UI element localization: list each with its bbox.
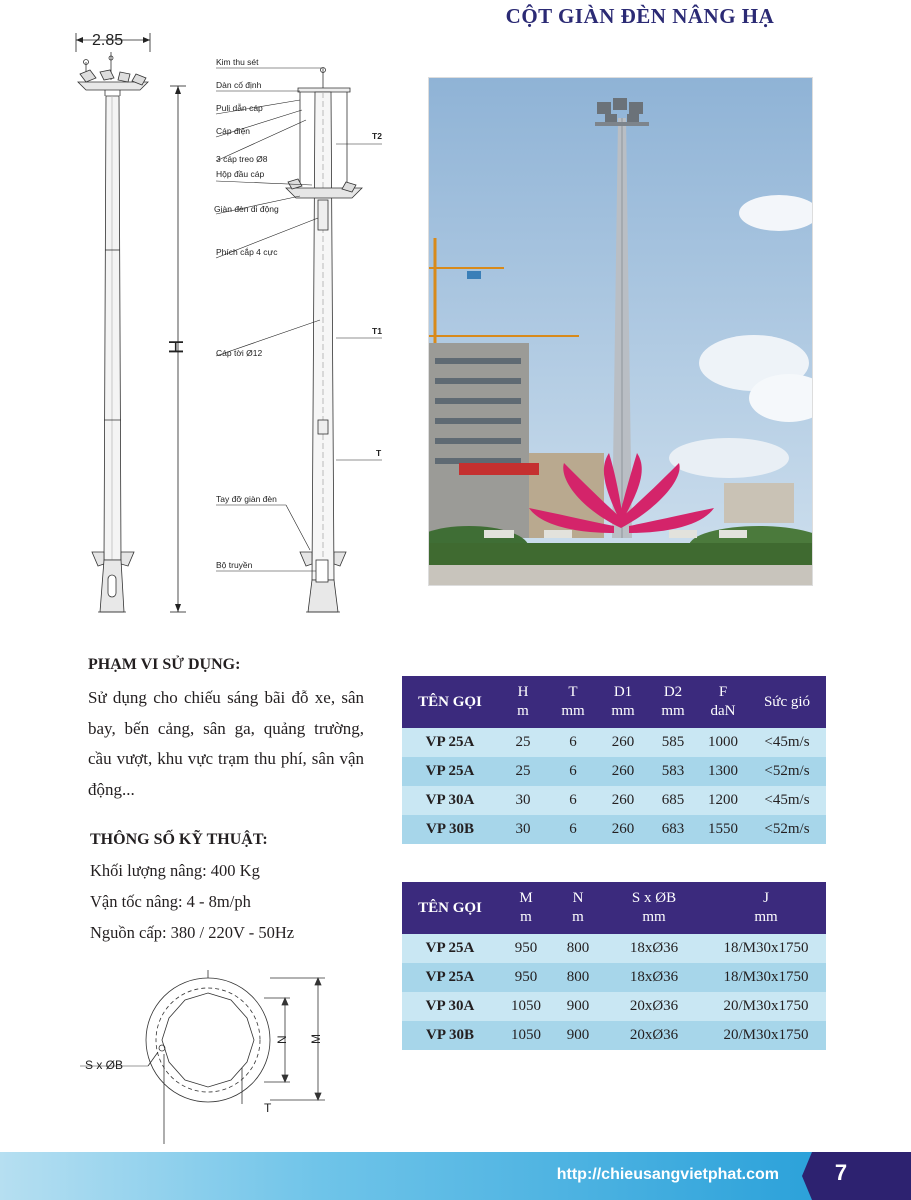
table-header-cell: F daN <box>698 676 748 728</box>
pole-spec-table <box>402 676 826 844</box>
table-cell: 20/M30x1750 <box>706 1021 826 1050</box>
callout-plug: Phích cắp 4 cực <box>216 247 278 257</box>
table-row <box>402 934 826 963</box>
page-number: 7 <box>834 1160 848 1185</box>
table-header-cell: N m <box>554 882 602 934</box>
table-cell: 25 <box>498 728 548 757</box>
table-cell: 30 <box>498 786 548 815</box>
flange-hole-label: S x ØB <box>85 1058 124 1072</box>
callout-frame-support: Tay đỡ giàn đèn <box>216 494 277 504</box>
callout-winch-cable: Cáp tời Ø12 <box>216 348 263 358</box>
table-cell: VP 30A <box>402 786 498 815</box>
table-cell: <52m/s <box>748 757 826 786</box>
spec-lifting-speed: Vận tốc nâng: 4 - 8m/ph <box>90 892 251 911</box>
table-cell: 1550 <box>698 815 748 844</box>
table-cell: 1050 <box>498 1021 554 1050</box>
table-cell: 583 <box>648 757 698 786</box>
pole-technical-drawing <box>0 0 420 640</box>
table-cell: 685 <box>648 786 698 815</box>
table-header-cell: S x ØB mm <box>602 882 706 934</box>
table-cell: 900 <box>554 1021 602 1050</box>
table-cell: 260 <box>598 815 648 844</box>
table-header-cell: J mm <box>706 882 826 934</box>
table-cell: VP 25A <box>402 728 498 757</box>
callout-power-cable: Cáp điện <box>216 126 251 136</box>
table-header-row <box>402 676 826 728</box>
table-cell: VP 25A <box>402 757 498 786</box>
table-header-cell: TÊN GỌI <box>402 882 498 934</box>
table-cell: 30 <box>498 815 548 844</box>
table-row <box>402 963 826 992</box>
table-cell: 900 <box>554 992 602 1021</box>
table-row <box>402 728 826 757</box>
table-cell: VP 30B <box>402 815 498 844</box>
table-header-cell: H m <box>498 676 548 728</box>
spec-lifting-weight: Khối lượng nâng: 400 Kg <box>90 861 260 880</box>
callout-lightning-rod: Kim thu sét <box>216 57 259 67</box>
table-row <box>402 815 826 844</box>
table-header-cell: D1 mm <box>598 676 648 728</box>
table-cell: VP 30B <box>402 1021 498 1050</box>
table-cell: 683 <box>648 815 698 844</box>
width-dimension-label: 2.85 <box>92 32 124 49</box>
table-header-cell: D2 mm <box>648 676 698 728</box>
pole-exterior-view <box>78 52 148 612</box>
spec-power-supply: Nguồn cấp: 380 / 220V - 50Hz <box>90 923 295 942</box>
flange-t-label: T <box>264 1101 272 1115</box>
page-number-badge <box>802 1152 911 1200</box>
table-cell: 25 <box>498 757 548 786</box>
table-cell: <45m/s <box>748 786 826 815</box>
table-cell: VP 30A <box>402 992 498 1021</box>
callout-fixed-frame: Dàn cố định <box>216 80 262 90</box>
flange-m-label: M <box>309 1034 323 1044</box>
specs-heading: THÔNG SỐ KỸ THUẬT: <box>90 831 268 848</box>
table-cell: 6 <box>548 786 598 815</box>
table-cell: 800 <box>554 963 602 992</box>
flange-spec-table <box>402 882 826 1050</box>
footer-website-link[interactable]: http://chieusangvietphat.com <box>556 1166 779 1183</box>
table-cell: 18xØ36 <box>602 934 706 963</box>
flange-n-label: N <box>275 1035 289 1044</box>
table-cell: 18xØ36 <box>602 963 706 992</box>
table-cell: 6 <box>548 728 598 757</box>
usage-heading: PHẠM VI SỬ DỤNG: <box>88 656 241 673</box>
pole-section-view <box>286 68 362 613</box>
table-cell: 260 <box>598 728 648 757</box>
height-dimension-label: H <box>166 339 188 354</box>
table-cell: 950 <box>498 934 554 963</box>
table-cell: 1200 <box>698 786 748 815</box>
callout-cable-box: Hộp đầu cáp <box>216 169 265 179</box>
table-cell: 18/M30x1750 <box>706 934 826 963</box>
level-t1: T1 <box>372 326 382 336</box>
table-row <box>402 992 826 1021</box>
level-t2: T2 <box>372 131 382 141</box>
table-cell: 585 <box>648 728 698 757</box>
table-cell: 18/M30x1750 <box>706 963 826 992</box>
table-cell: 1000 <box>698 728 748 757</box>
table-cell: 1300 <box>698 757 748 786</box>
callout-pulley: Puli dẫn cáp <box>216 103 263 113</box>
callout-transmission: Bộ truyền <box>216 560 253 570</box>
table-header-cell: TÊN GỌI <box>402 676 498 728</box>
table-cell: 20xØ36 <box>602 992 706 1021</box>
table-cell: VP 25A <box>402 963 498 992</box>
pole-photo <box>428 77 813 586</box>
table-header-cell: T mm <box>548 676 598 728</box>
page-title: CỘT GIÀN ĐÈN NÂNG HẠ <box>505 4 775 28</box>
callout-moving-frame: Giàn đèn di động <box>214 204 279 214</box>
table-row <box>402 786 826 815</box>
table-cell: 6 <box>548 757 598 786</box>
table-cell: 20/M30x1750 <box>706 992 826 1021</box>
table-header-row <box>402 882 826 934</box>
table-cell: 6 <box>548 815 598 844</box>
flange-drawing <box>80 958 340 1148</box>
table-cell: 20xØ36 <box>602 1021 706 1050</box>
table-row <box>402 1021 826 1050</box>
callout-hanging-cables: 3 cáp treo Ø8 <box>216 154 268 164</box>
table-cell: 800 <box>554 934 602 963</box>
level-t: T <box>376 448 382 458</box>
table-cell: 260 <box>598 757 648 786</box>
table-cell: 1050 <box>498 992 554 1021</box>
table-cell: VP 25A <box>402 934 498 963</box>
table-row <box>402 757 826 786</box>
table-cell: <45m/s <box>748 728 826 757</box>
table-header-cell: Sức gió <box>748 676 826 728</box>
table-cell: 950 <box>498 963 554 992</box>
table-header-cell: M m <box>498 882 554 934</box>
table-cell: <52m/s <box>748 815 826 844</box>
table-cell: 260 <box>598 786 648 815</box>
usage-text: Sử dụng cho chiếu sáng bãi đỗ xe, sân bay, bến cảng, sân ga, quảng trường, cầu vượt, khu vực trạm thu phí, sân vận động... <box>88 688 364 799</box>
